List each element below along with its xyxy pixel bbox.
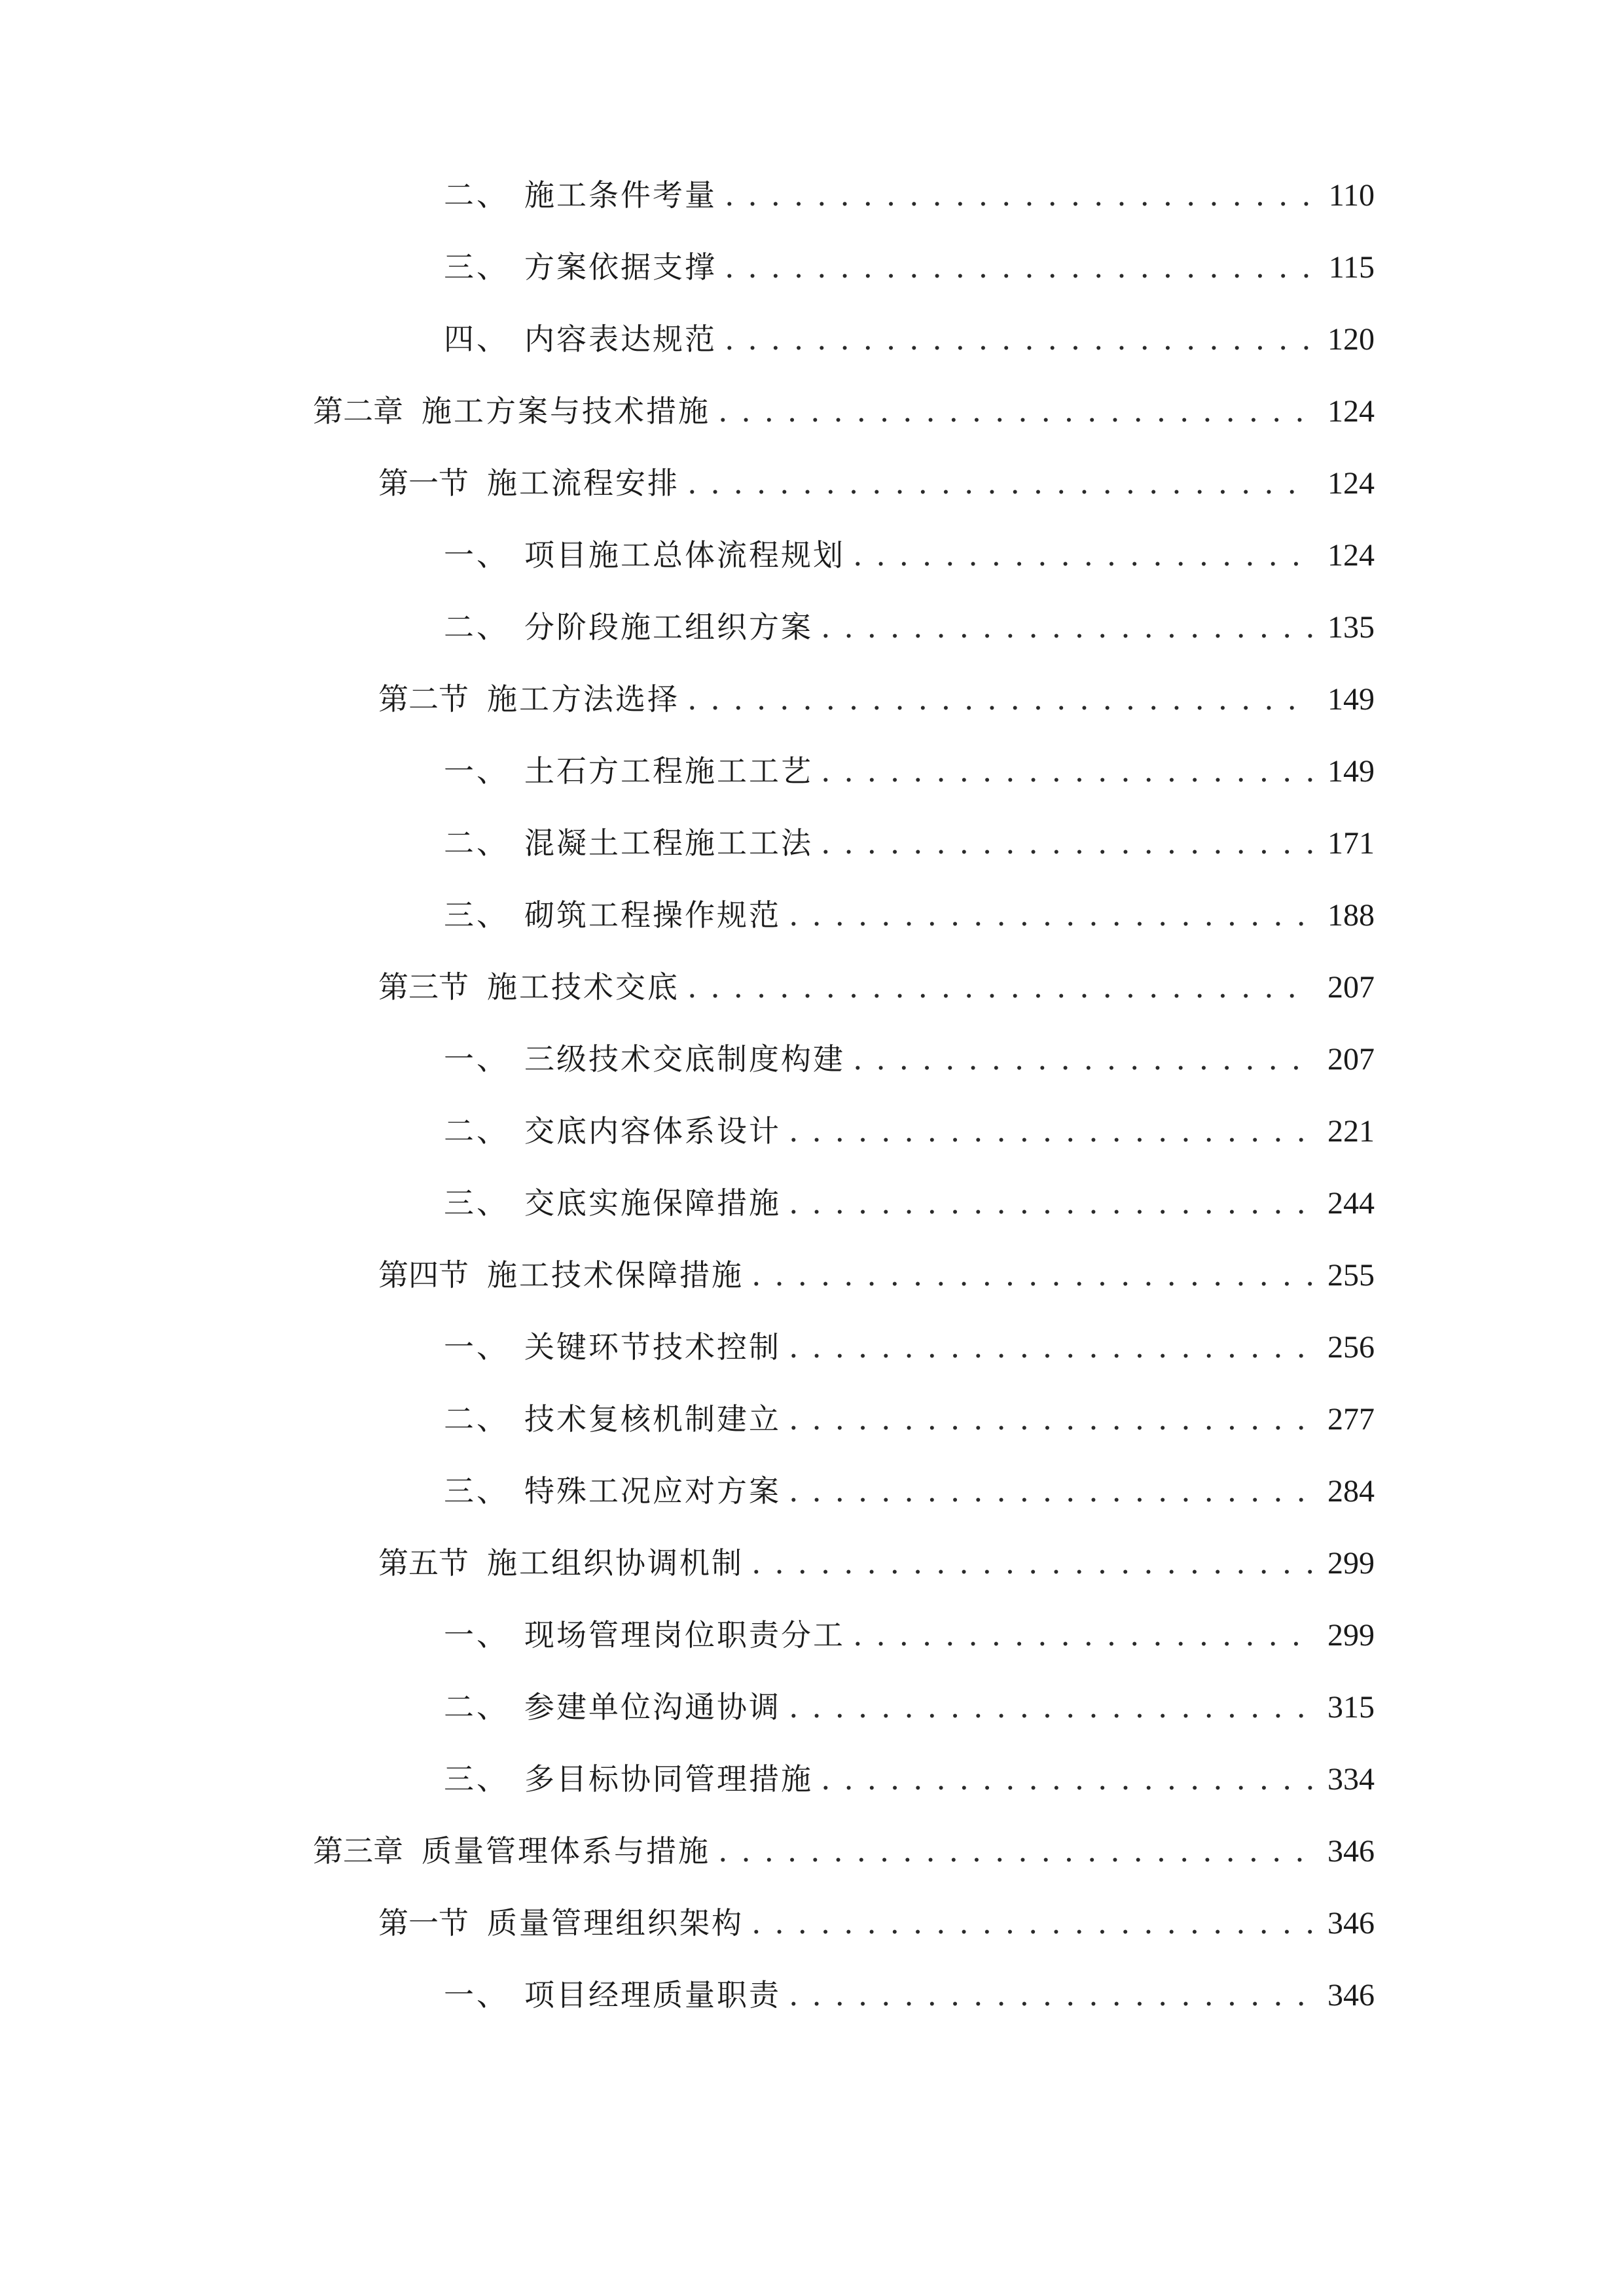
toc-entry-prefix: 一、: [444, 1617, 509, 1653]
toc-entry-page-number: 115: [1328, 250, 1375, 285]
dot-leader: [789, 1684, 1313, 1730]
toc-entry-title: 项目施工总体流程规划: [524, 537, 845, 573]
toc-entry-page-number: 334: [1327, 1762, 1375, 1797]
toc-entry[interactable]: [444, 1756, 1375, 1802]
dot-leader: [789, 1324, 1313, 1370]
dot-leader: [789, 1468, 1313, 1514]
toc-entry-title: 交底内容体系设计: [524, 1113, 781, 1149]
toc-entry-page-number: 221: [1327, 1114, 1375, 1149]
toc-entry-prefix: 第三节: [378, 969, 469, 1005]
toc-entry-page-number: 284: [1327, 1474, 1375, 1509]
dot-leader: [789, 892, 1313, 938]
toc-entry-prefix: 二、: [444, 1113, 509, 1149]
dot-leader: [789, 1972, 1313, 2018]
toc-entry[interactable]: [313, 1828, 1375, 1874]
toc-entry-prefix: 三、: [444, 897, 509, 933]
toc-entry[interactable]: [378, 676, 1375, 722]
toc-entry-prefix: 一、: [444, 1977, 509, 2013]
toc-entry-page-number: 256: [1327, 1330, 1375, 1365]
toc-entry-title: 技术复核机制建立: [524, 1401, 781, 1437]
toc-entry-prefix: 一、: [444, 1329, 509, 1365]
toc-entry-prefix: 二、: [444, 609, 509, 645]
toc-entry-page-number: 171: [1327, 826, 1375, 861]
toc-entry[interactable]: [444, 1396, 1375, 1442]
dot-leader: [718, 1828, 1313, 1874]
dot-leader: [751, 1252, 1313, 1298]
toc-entry-title: 内容表达规范: [524, 321, 717, 357]
toc-entry[interactable]: [378, 1900, 1375, 1946]
toc-entry-prefix: 三、: [444, 1185, 509, 1221]
toc-entry-title: 砌筑工程操作规范: [524, 897, 781, 933]
toc-entry-prefix: 二、: [444, 177, 509, 213]
toc-entry-title: 项目经理质量职责: [524, 1977, 781, 2013]
dot-leader: [821, 748, 1313, 794]
toc-entry-title: 施工流程安排: [487, 465, 679, 501]
toc-entry-title: 施工条件考量: [524, 177, 717, 213]
dot-leader: [821, 820, 1313, 866]
dot-leader: [751, 1540, 1313, 1586]
dot-leader: [687, 460, 1313, 506]
toc-entry-title: 施工方案与技术措施: [422, 393, 710, 429]
toc-entry-prefix: 四、: [444, 321, 509, 357]
toc-entry-prefix: 三、: [444, 249, 509, 285]
dot-leader: [789, 1396, 1313, 1442]
toc-entry-page-number: 110: [1328, 178, 1375, 213]
toc-entry[interactable]: [444, 604, 1375, 650]
toc-entry-title: 土石方工程施工工艺: [524, 753, 813, 789]
toc-entry-page-number: 346: [1327, 1906, 1375, 1941]
toc-entry-title: 三级技术交底制度构建: [524, 1041, 845, 1077]
toc-entry-prefix: 一、: [444, 753, 509, 789]
toc-entry[interactable]: [378, 460, 1375, 506]
toc-entry-page-number: 346: [1327, 1978, 1375, 2013]
dot-leader: [789, 1108, 1313, 1154]
toc-entry-page-number: 299: [1327, 1546, 1375, 1581]
toc-entry-prefix: 第二节: [378, 681, 469, 717]
toc-entry-title: 混凝土工程施工工法: [524, 825, 813, 861]
dot-leader: [687, 964, 1313, 1010]
toc-entry-title: 质量管理组织架构: [487, 1905, 744, 1941]
dot-leader: [821, 604, 1313, 650]
toc-entry[interactable]: [444, 316, 1375, 362]
toc-entry[interactable]: [378, 1540, 1375, 1586]
toc-entry[interactable]: [313, 388, 1375, 434]
toc-entry-title: 交底实施保障措施: [524, 1185, 781, 1221]
toc-entry-prefix: 一、: [444, 1041, 509, 1077]
toc-entry-title: 参建单位沟通协调: [524, 1689, 781, 1725]
toc-entry-page-number: 299: [1327, 1618, 1375, 1653]
toc-entry[interactable]: [444, 1180, 1375, 1226]
toc-entry[interactable]: [444, 1036, 1375, 1082]
toc-entry-prefix: 第一节: [378, 465, 469, 501]
toc-entry-page-number: 120: [1327, 322, 1375, 357]
toc-entry-prefix: 第二章: [313, 393, 403, 429]
toc-entry[interactable]: [378, 964, 1375, 1010]
toc-entry-page-number: 124: [1327, 538, 1375, 573]
toc-entry-page-number: 315: [1327, 1690, 1375, 1725]
toc-entry[interactable]: [444, 1468, 1375, 1514]
toc-entry-title: 施工方法选择: [487, 681, 679, 717]
toc-entry[interactable]: [444, 1108, 1375, 1154]
toc-entry-page-number: 124: [1327, 394, 1375, 429]
toc-entry-prefix: 二、: [444, 825, 509, 861]
dot-leader: [718, 388, 1313, 434]
toc-entry[interactable]: [444, 1972, 1375, 2018]
toc-entry[interactable]: [444, 244, 1375, 290]
toc-entry-page-number: 149: [1327, 682, 1375, 717]
toc-entry-page-number: 135: [1327, 610, 1375, 645]
toc-entry-title: 特殊工况应对方案: [524, 1473, 781, 1509]
toc-entry[interactable]: [378, 1252, 1375, 1298]
toc-entry-title: 多目标协同管理措施: [524, 1761, 813, 1797]
dot-leader: [853, 1036, 1313, 1082]
toc-entry[interactable]: [444, 892, 1375, 938]
toc-entry-page-number: 207: [1327, 1042, 1375, 1077]
toc-entry-page-number: 346: [1327, 1834, 1375, 1869]
dot-leader: [751, 1900, 1313, 1946]
toc-entry-page-number: 188: [1327, 898, 1375, 933]
toc-entry[interactable]: [444, 820, 1375, 866]
dot-leader: [725, 172, 1313, 218]
toc-entry-page-number: 207: [1327, 970, 1375, 1005]
toc-entry-prefix: 第五节: [378, 1545, 469, 1581]
toc-entry-title: 施工技术保障措施: [487, 1257, 744, 1293]
toc-entry-prefix: 第三章: [313, 1833, 403, 1869]
dot-leader: [687, 676, 1313, 722]
toc-entry-page-number: 244: [1327, 1186, 1375, 1221]
toc-entry-prefix: 二、: [444, 1401, 509, 1437]
dot-leader: [725, 244, 1313, 290]
toc-entry-title: 施工组织协调机制: [487, 1545, 744, 1581]
toc-entry-title: 分阶段施工组织方案: [524, 609, 813, 645]
dot-leader: [853, 532, 1313, 578]
toc-entry-prefix: 二、: [444, 1689, 509, 1725]
toc-entry-page-number: 255: [1327, 1258, 1375, 1293]
toc-entry-title: 施工技术交底: [487, 969, 679, 1005]
toc-entry[interactable]: [444, 1684, 1375, 1730]
dot-leader: [821, 1756, 1313, 1802]
toc-entry[interactable]: [444, 1612, 1375, 1658]
toc-entry[interactable]: [444, 172, 1375, 218]
toc-entry-page-number: 277: [1327, 1402, 1375, 1437]
dot-leader: [853, 1612, 1313, 1658]
toc-entry-title: 关键环节技术控制: [524, 1329, 781, 1365]
toc-entry[interactable]: [444, 532, 1375, 578]
toc-entry-title: 质量管理体系与措施: [422, 1833, 710, 1869]
dot-leader: [725, 316, 1313, 362]
toc-entry[interactable]: [444, 1324, 1375, 1370]
toc-entry-page-number: 149: [1327, 754, 1375, 789]
toc-entry-prefix: 第一节: [378, 1905, 469, 1941]
toc-entry-title: 现场管理岗位职责分工: [524, 1617, 845, 1653]
toc-entry-prefix: 第四节: [378, 1257, 469, 1293]
toc-entry-title: 方案依据支撑: [524, 249, 717, 285]
toc-entry-prefix: 一、: [444, 537, 509, 573]
toc-entry[interactable]: [444, 748, 1375, 794]
toc-entry-prefix: 三、: [444, 1473, 509, 1509]
toc-entry-prefix: 三、: [444, 1761, 509, 1797]
dot-leader: [789, 1180, 1313, 1226]
toc-entry-page-number: 124: [1327, 466, 1375, 501]
